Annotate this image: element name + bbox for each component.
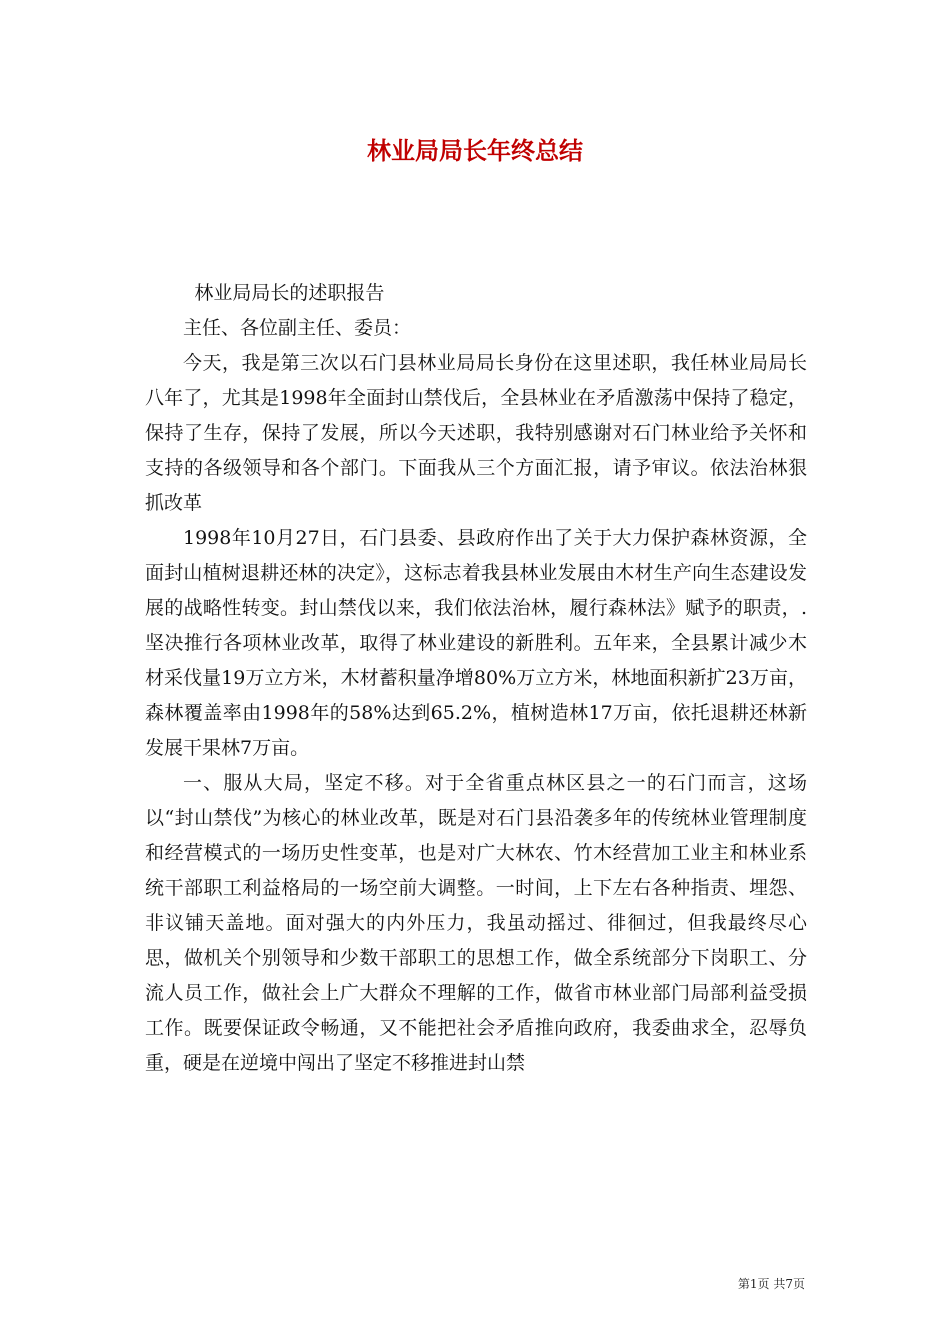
page-title: 林业局局长年终总结 <box>367 137 583 165</box>
body-paragraph-1: 今天，我是第三次以石门县林业局局长身份在这里述职，我任林业局局长八年了，尤其是1998年全面封山禁伐后，全县林业在矛盾激荡中保持了稳定，保持了生存，保持了发展，所以今天述职，我特别感谢对石门林业给予关怀和支持的各级领导和各个部门。下面我从三个方面汇报，请予审议。依法治林狠抓改革 <box>145 352 807 514</box>
page-number-footer: 第1页 共7页 <box>737 1277 805 1291</box>
salutation-paragraph: 主任、各位副主任、委员： <box>183 317 412 339</box>
document-body <box>145 276 807 1081</box>
body-paragraph-3: 一、服从大局，坚定不移。对于全省重点林区县之一的石门而言，这场以“封山禁伐”为核心的林业改革，既是对石门县沿袭多年的传统林业管理制度和经营模式的一场历史性变革，也是对广大林农、竹木经营加工业主和林业系统干部职工利益格局的一场空前大调整。一时间，上下左右各种指责、埋怨、非议铺天盖地。面对强大的内外压力，我虽动摇过、徘徊过，但我最终尽心思，做机关个别领导和少数干部职工的思想工作，做全系统部分下岗职工、分流人员工作，做社会上广大群众不理解的工作，做省市林业部门局部利益受损工作。既要保证政令畅通，又不能把社会矛盾推向政府，我委曲求全，忍辱负重，硬是在逆境中闯出了坚定不移推进封山禁 <box>145 772 807 1074</box>
report-subtitle: 林业局局长的述职报告 <box>194 282 385 304</box>
body-paragraph-2: 1998年10月27日，石门县委、县政府作出了关于大力保护森林资源，全面封山植树退耕还林的决定》，这标志着我县林业发展由木材生产向生态建设发展的战略性转变。封山禁伐以来，我们依法治林，履行森林法》赋予的职责，.坚决推行各项林业改革，取得了林业建设的新胜利。五年来，全县累计减少木材采伐量19万立方米，木材蓄积量净增80%万立方米，林地面积新扩23万亩，森林覆盖率由1998年的58%达到65.2%，植树造林17万亩，依托退耕还林新发展干果林7万亩。 <box>145 527 807 759</box>
